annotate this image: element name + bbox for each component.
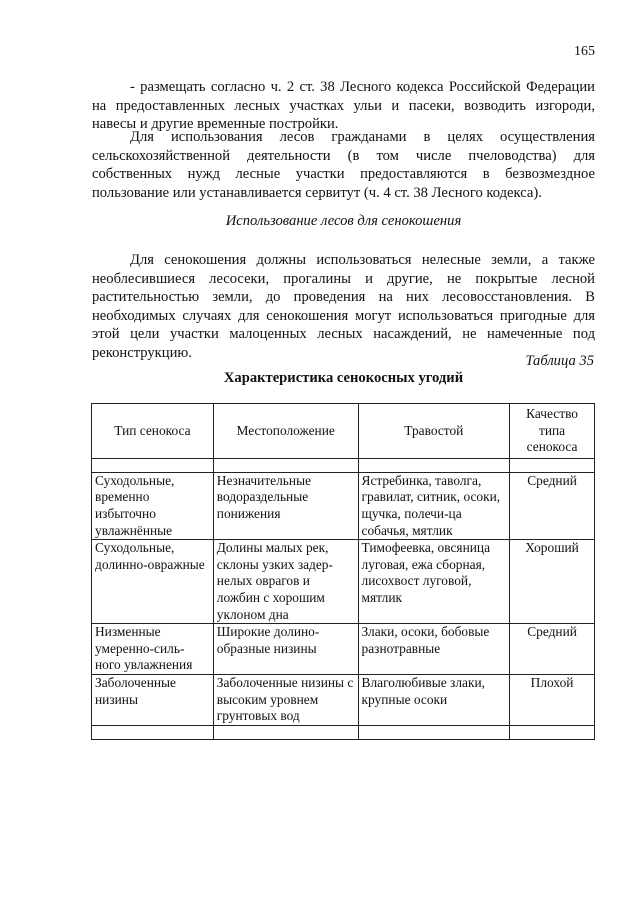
header-cell: Местоположение bbox=[213, 404, 358, 459]
location-cell: Долины малых рек, склоны узких задер-нелых оврагов и ложбин с хорошим уклоном дна bbox=[213, 540, 358, 624]
empty-cell bbox=[510, 725, 595, 739]
empty-cell bbox=[358, 458, 510, 472]
table-header-row bbox=[92, 404, 595, 459]
quality-cell: Хороший bbox=[510, 540, 595, 624]
quality-cell: Средний bbox=[510, 472, 595, 539]
empty-cell bbox=[213, 725, 358, 739]
type-cell: Низменные умеренно-силь-ного увлажнения bbox=[92, 624, 214, 675]
table-row bbox=[92, 624, 595, 675]
hayfield-table bbox=[91, 403, 595, 740]
paragraph-text: Для сенокошения должны использоваться нелесные земли, а также необлесившиеся лесосеки, прогалины и другие, не покрытые лесной растительностью земли, до проведения на них лесовосстановления. В необходимых случаях для сенокошения могут использоваться пригодные для этой цели участки малоценных лесных насаждений, не намеченные под реконструкцию. bbox=[92, 252, 595, 361]
table-row bbox=[92, 472, 595, 539]
page-number: 165 bbox=[574, 44, 595, 59]
type-cell: Заболоченные низины bbox=[92, 674, 214, 725]
location-cell: Заболоченные низины с высоким уровнем грунтовых вод bbox=[213, 674, 358, 725]
header-cell: Тип сенокоса bbox=[92, 404, 214, 459]
table-row bbox=[92, 674, 595, 725]
quality-cell: Средний bbox=[510, 624, 595, 675]
table-spacer-row bbox=[92, 725, 595, 739]
grass-cell: Злаки, осоки, бобовые разнотравные bbox=[358, 624, 510, 675]
table-title: Характеристика сенокосных угодий bbox=[223, 370, 464, 386]
table-number: Таблица 35 bbox=[525, 353, 594, 369]
empty-cell bbox=[92, 725, 214, 739]
empty-cell bbox=[213, 458, 358, 472]
empty-cell bbox=[92, 458, 214, 472]
location-cell: Широкие долино-образные низины bbox=[213, 624, 358, 675]
type-cell: Суходольные, долинно-овражные bbox=[92, 540, 214, 624]
paragraph-agriculture bbox=[92, 128, 595, 202]
grass-cell: Ястребинка, таволга, гравилат, ситник, осоки, щучка, полечи-ца собачья, мятлик bbox=[358, 472, 510, 539]
grass-cell: Тимофеевка, овсяница луговая, ежа сборная, лисохвост луговой, мятлик bbox=[358, 540, 510, 624]
empty-cell bbox=[358, 725, 510, 739]
location-cell: Незначительные водораздельные понижения bbox=[213, 472, 358, 539]
paragraph-haymaking bbox=[92, 251, 595, 362]
quality-cell: Плохой bbox=[510, 674, 595, 725]
section-heading: Использование лесов для сенокошения bbox=[225, 213, 462, 229]
empty-cell bbox=[510, 458, 595, 472]
grass-cell: Влаголюбивые злаки, крупные осоки bbox=[358, 674, 510, 725]
header-cell: Травостой bbox=[358, 404, 510, 459]
table-spacer-row bbox=[92, 458, 595, 472]
paragraph-text: - размещать согласно ч. 2 ст. 38 Лесного кодекса Российской Федерации на предоставленных лесных участках ульи и пасеки, возводить изгороди, навесы и другие временные постройки. bbox=[92, 79, 595, 132]
table-row bbox=[92, 540, 595, 624]
paragraph-beekeeping bbox=[92, 78, 595, 134]
type-cell: Суходольные, временно избыточно увлажнённые bbox=[92, 472, 214, 539]
paragraph-text: Для использования лесов гражданами в целях осуществления сельскохозяйственной деятельности (в том числе пчеловодства) для собственных нужд лесные участки предоставляются в безвозмездное пользование или устанавливается сервитут (ч. 4 ст. 38 Лесного кодекса). bbox=[92, 129, 595, 201]
header-cell: Качество типа сенокоса bbox=[510, 404, 595, 459]
